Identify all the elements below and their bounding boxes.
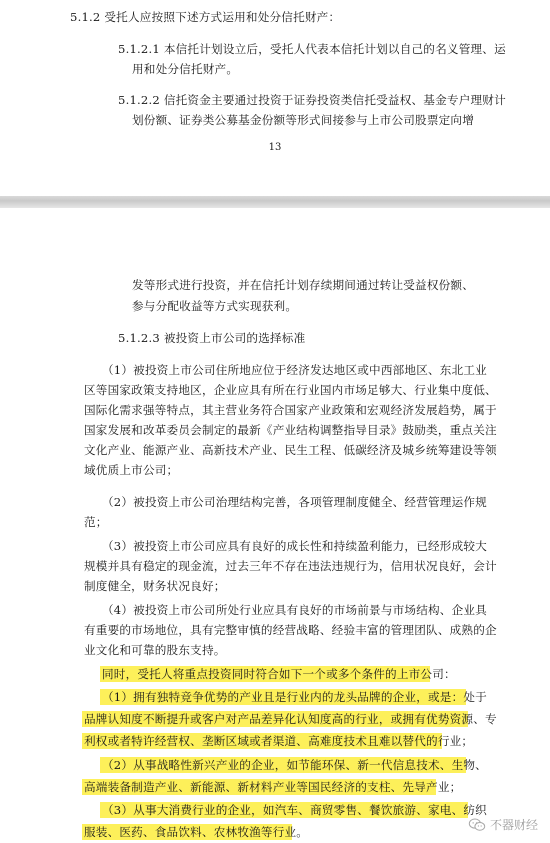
criterion-4-line: （4）被投资上市公司所处行业应具有良好的市场前景与市场结构、企业具 <box>102 603 487 617</box>
criterion-1-line: 国家发展和改革委员会制定的最新《产业结构调整指导目录》鼓励类，重点关注 <box>84 423 497 437</box>
document-page-bottom <box>0 208 550 843</box>
criterion-3-line: 制度健全，财务状况良好； <box>84 579 226 593</box>
clause-5-1-2-2-line: 划份额、证券类公募基金份额等形式间接参与上市公司股票定向增 <box>132 113 475 127</box>
criterion-3-line: （3）被投资上市公司应具有良好的成长性和持续盈利能力，已经形成较大 <box>102 539 487 553</box>
highlighted-intro-line: 同时，受托人将重点投资同时符合如下一个或多个条件的上市公司： <box>102 667 456 681</box>
criterion-4-line: 业文化和可靠的股东支持。 <box>84 643 226 657</box>
highlighted-condition-3-line: （3）从事大消费行业的企业，如汽车、商贸零售、餐饮旅游、家电、纺织 <box>102 803 487 817</box>
highlighted-condition-1-line: 利权或者特许经营权、垄断区域或者渠道、高难度技术且难以替代的行业； <box>84 734 474 748</box>
clause-5-1-2-1-line: 5.1.2.1 本信托计划设立后，受托人代表本信托计划以自己的名义管理、运 <box>118 42 506 56</box>
criterion-2-line: （2）被投资上市公司治理结构完善，各项管理制度健全、经营管理运作规 <box>102 495 487 509</box>
highlighted-condition-3-line: 服装、医药、食品饮料、农林牧渔等行业。 <box>84 825 309 839</box>
criterion-2-line: 范； <box>84 515 108 529</box>
clause-5-1-2-1-line: 用和处分信托财产。 <box>132 62 239 76</box>
wechat-icon <box>468 818 486 832</box>
page-separator <box>0 196 550 208</box>
clause-5-1-2-2-line: 5.1.2.2 信托资金主要通过投资于证券投资类信托受益权、基金专户理财计 <box>118 93 506 107</box>
criterion-4-line: 有重要的市场地位，具有完整审慎的经营战略、经验丰富的管理团队、成熟的企 <box>84 623 497 637</box>
document-page-top <box>0 0 550 196</box>
section-heading-5-1-2: 5.1.2 受托人应按照下述方式运用和处分信托财产： <box>70 10 341 24</box>
watermark <box>468 816 538 833</box>
clause-continuation-line: 发等形式进行投资，并在信托计划存续期间通过转让受益权份额、 <box>132 278 475 292</box>
criterion-1-line: （1）被投资上市公司住所地应位于经济发达地区或中西部地区、东北工业 <box>102 363 487 377</box>
criterion-1-line: 文化产业、能源产业、高新技术产业、民生工程、低碳经济及城乡统筹建设等领 <box>84 443 497 457</box>
highlighted-condition-2-line: （2）从事战略性新兴产业的企业，如节能环保、新一代信息技术、生物、 <box>102 758 487 772</box>
criterion-1-line: 国际化需求强等特点，其主营业务符合国家产业政策和宏观经济发展趋势，属于 <box>84 403 497 417</box>
criterion-1-line: 区等国家政策支持地区，企业应具有所在行业国内市场足够大、行业集中度低、 <box>84 383 497 397</box>
highlighted-condition-2-line: 高端装备制造产业、新能源、新材料产业等国民经济的支柱、先导产业； <box>84 780 462 794</box>
highlighted-condition-1-line: 品牌认知度不断提升或客户对产品差异化认知度高的行业，或拥有优势资源、专 <box>84 712 497 726</box>
watermark-text: 不器财经 <box>489 818 538 832</box>
clause-continuation-line: 参与分配收益等方式实现获利。 <box>132 299 298 313</box>
criterion-3-line: 规模并具有稳定的现金流，过去三年不存在违法违规行为，信用状况良好，会计 <box>84 559 497 573</box>
section-heading-5-1-2-3: 5.1.2.3 被投资上市公司的选择标准 <box>118 331 306 345</box>
page-number: 13 <box>268 142 282 153</box>
criterion-1-line: 域优质上市公司； <box>84 463 179 477</box>
highlighted-condition-1-line: （1）拥有独特竞争优势的产业且是行业内的龙头品牌的企业，或是：处于 <box>102 690 487 704</box>
